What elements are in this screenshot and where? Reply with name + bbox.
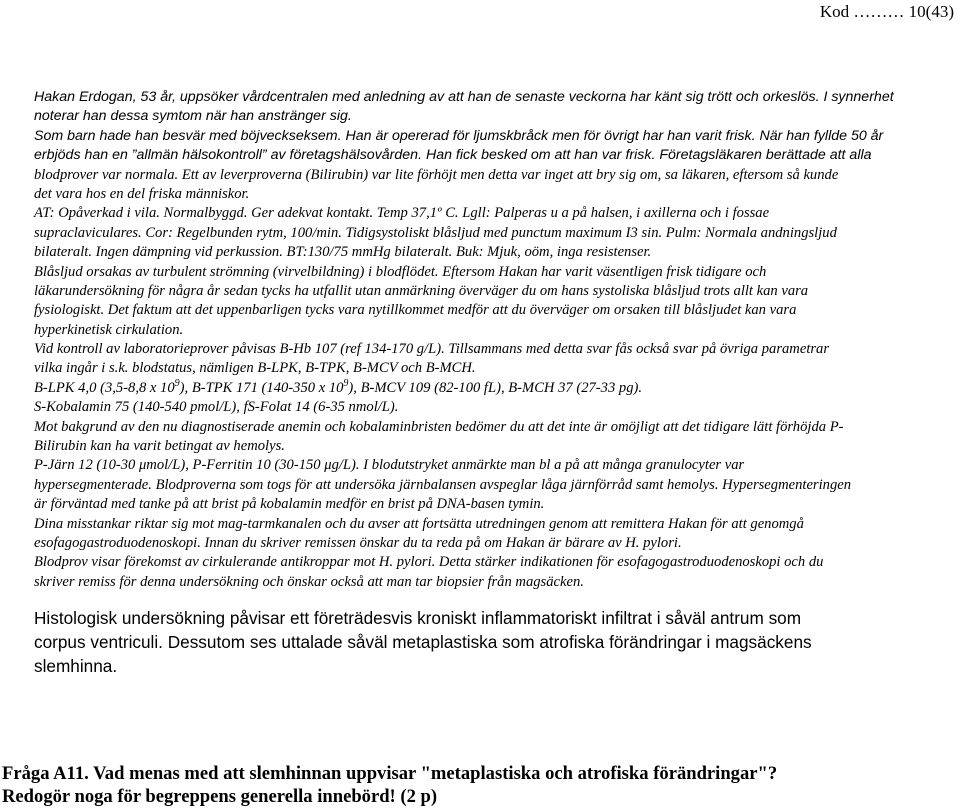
case-line: Som barn hade han besvär med böjveckseksem. Han är opererad för ljumskbråck men för övrigt har han varit frisk. När han fyllde 50 år — [34, 127, 884, 144]
lab-text: ), B-MCV 109 (82-100 fL), B-MCH 37 (27-33 pg). — [348, 379, 643, 396]
histology-line: corpus ventriculi. Dessutom ses uttalade såväl metaplastiska som atrofiska förändringar i magsäckens — [34, 632, 812, 652]
histology-line: Histologisk undersökning påvisar ett företrädesvis kroniskt inflammatoriskt infiltrat i såväl antrum som — [34, 608, 802, 628]
lab-exponent: 9 — [174, 377, 180, 389]
case-line: Blåsljud orsakas av turbulent strömning (virvelbildning) i blodflödet. Eftersom Hakan har varit väsentligen frisk tidigare och — [34, 263, 767, 280]
histology-finding — [34, 606, 954, 678]
case-line: blodprover var normala. Ett av leverproverna (Bilirubin) var lite förhöjt men detta var inget att bry sig om, sa läkaren, eftersom så kunde — [34, 166, 839, 183]
question-line: Redogör noga för begreppens generella innebörd! (2 p) — [2, 786, 438, 807]
case-line: S-Kobalamin 75 (140-540 pmol/L), fS-Folat 14 (6-35 nmol/L). — [34, 399, 399, 416]
case-description — [34, 88, 952, 592]
case-line: erbjöds han en ”allmän hälsokontroll” av företagshälsovården. Han fick besked om att han var frisk. Företagsläkaren berättade att alla — [34, 147, 872, 164]
case-line: läkarundersökning för några år sedan tycks ha utfallit utan anmärkning överväger du om hans systoliska blåsljud trots allt kan vara — [34, 282, 809, 299]
lab-text: ), B-TPK 171 (140-350 x 10 — [179, 379, 344, 396]
lab-exponent: 9 — [343, 377, 349, 389]
case-line: Bilirubin kan ha varit betingat av hemolys. — [34, 438, 285, 455]
case-line: skriver remiss för denna undersökning och önskar också att man tar biopsier från magsäcken. — [34, 573, 584, 590]
case-line: Dina misstankar riktar sig mot mag-tarmkanalen och du avser att fortsätta utredningen genom att remittera Hakan för att genomgå — [34, 515, 804, 532]
case-line: noterar han dessa symtom när han anstränger sig. — [34, 108, 352, 125]
histology-line: slemhinna. — [34, 656, 118, 676]
question-a11 — [2, 762, 958, 808]
case-line: AT: Opåverkad i vila. Normalbyggd. Ger adekvat kontakt. Temp 37,1º C. Lgll: Palperas u a på halsen, i axillerna och i fossae — [34, 205, 770, 222]
case-line: Hakan Erdogan, 53 år, uppsöker vårdcentralen med anledning av att han de senaste veckorna har känt sig trött och orkeslös. I synnerhet — [34, 89, 894, 105]
case-line: Mot bakgrund av den nu diagnostiserade anemin och kobalaminbristen bedömer du att det inte är omöjligt att det tidigare lätt förhöjda P- — [34, 418, 844, 435]
lab-values-line — [34, 379, 952, 398]
question-line: Fråga A11. Vad menas med att slemhinnan uppvisar "metaplastiska och atrofiska förändringar"? — [2, 763, 778, 784]
case-line: är förväntad med tanke på att brist på kobalamin medför en brist på DNA-basen tymin. — [34, 496, 545, 513]
case-line: esofagogastroduodenoskopi. Innan du skriver remissen önskar du ta reda på om Hakan är bärare av H. pylori. — [34, 534, 682, 551]
case-line: hypersegmenterade. Blodproverna som togs för att undersöka järnbalansen avspeglar låga järnförråd samt hemolys. Hypersegmenteringen — [34, 476, 852, 493]
case-line: hyperkinetisk cirkulation. — [34, 321, 184, 338]
case-line: det vara hos en del friska människor. — [34, 185, 250, 202]
page-header-code: Kod ……… 10(43) — [819, 2, 954, 21]
lab-text: B-LPK 4,0 (3,5-8,8 x 10 — [34, 379, 175, 396]
case-line: P-Järn 12 (10-30 μmol/L), P-Ferritin 10 (30-150 μg/L). I blodutstryket anmärkte man bl a på att många granulocyter var — [34, 457, 745, 474]
case-line: supraclaviculares. Cor: Regelbunden rytm, 100/min. Tidigsystoliskt blåsljud med punctum maximum I3 sin. Pulm: Normala andningsljud — [34, 224, 837, 241]
case-line: Vid kontroll av laboratorieprover påvisas B-Hb 107 (ref 134-170 g/L). Tillsammans med detta svar fås också svar på övriga parametrar — [34, 341, 830, 358]
case-line: fysiologiskt. Det faktum att det uppenbarligen tycks vara nytillkommet medför att du överväger om orsaken till blåsljudet kan vara — [34, 302, 797, 319]
case-line: bilateralt. Ingen dämpning vid perkussion. BT:130/75 mmHg bilateralt. Buk: Mjuk, oöm, inga resistenser. — [34, 244, 652, 261]
case-line: Blodprov visar förekomst av cirkulerande antikroppar mot H. pylori. Detta stärker indikationen för esofagogastroduodenoskopi och du — [34, 554, 824, 571]
case-line: vilka ingår i s.k. blodstatus, nämligen B-LPK, B-TPK, B-MCV och B-MCH. — [34, 360, 476, 377]
